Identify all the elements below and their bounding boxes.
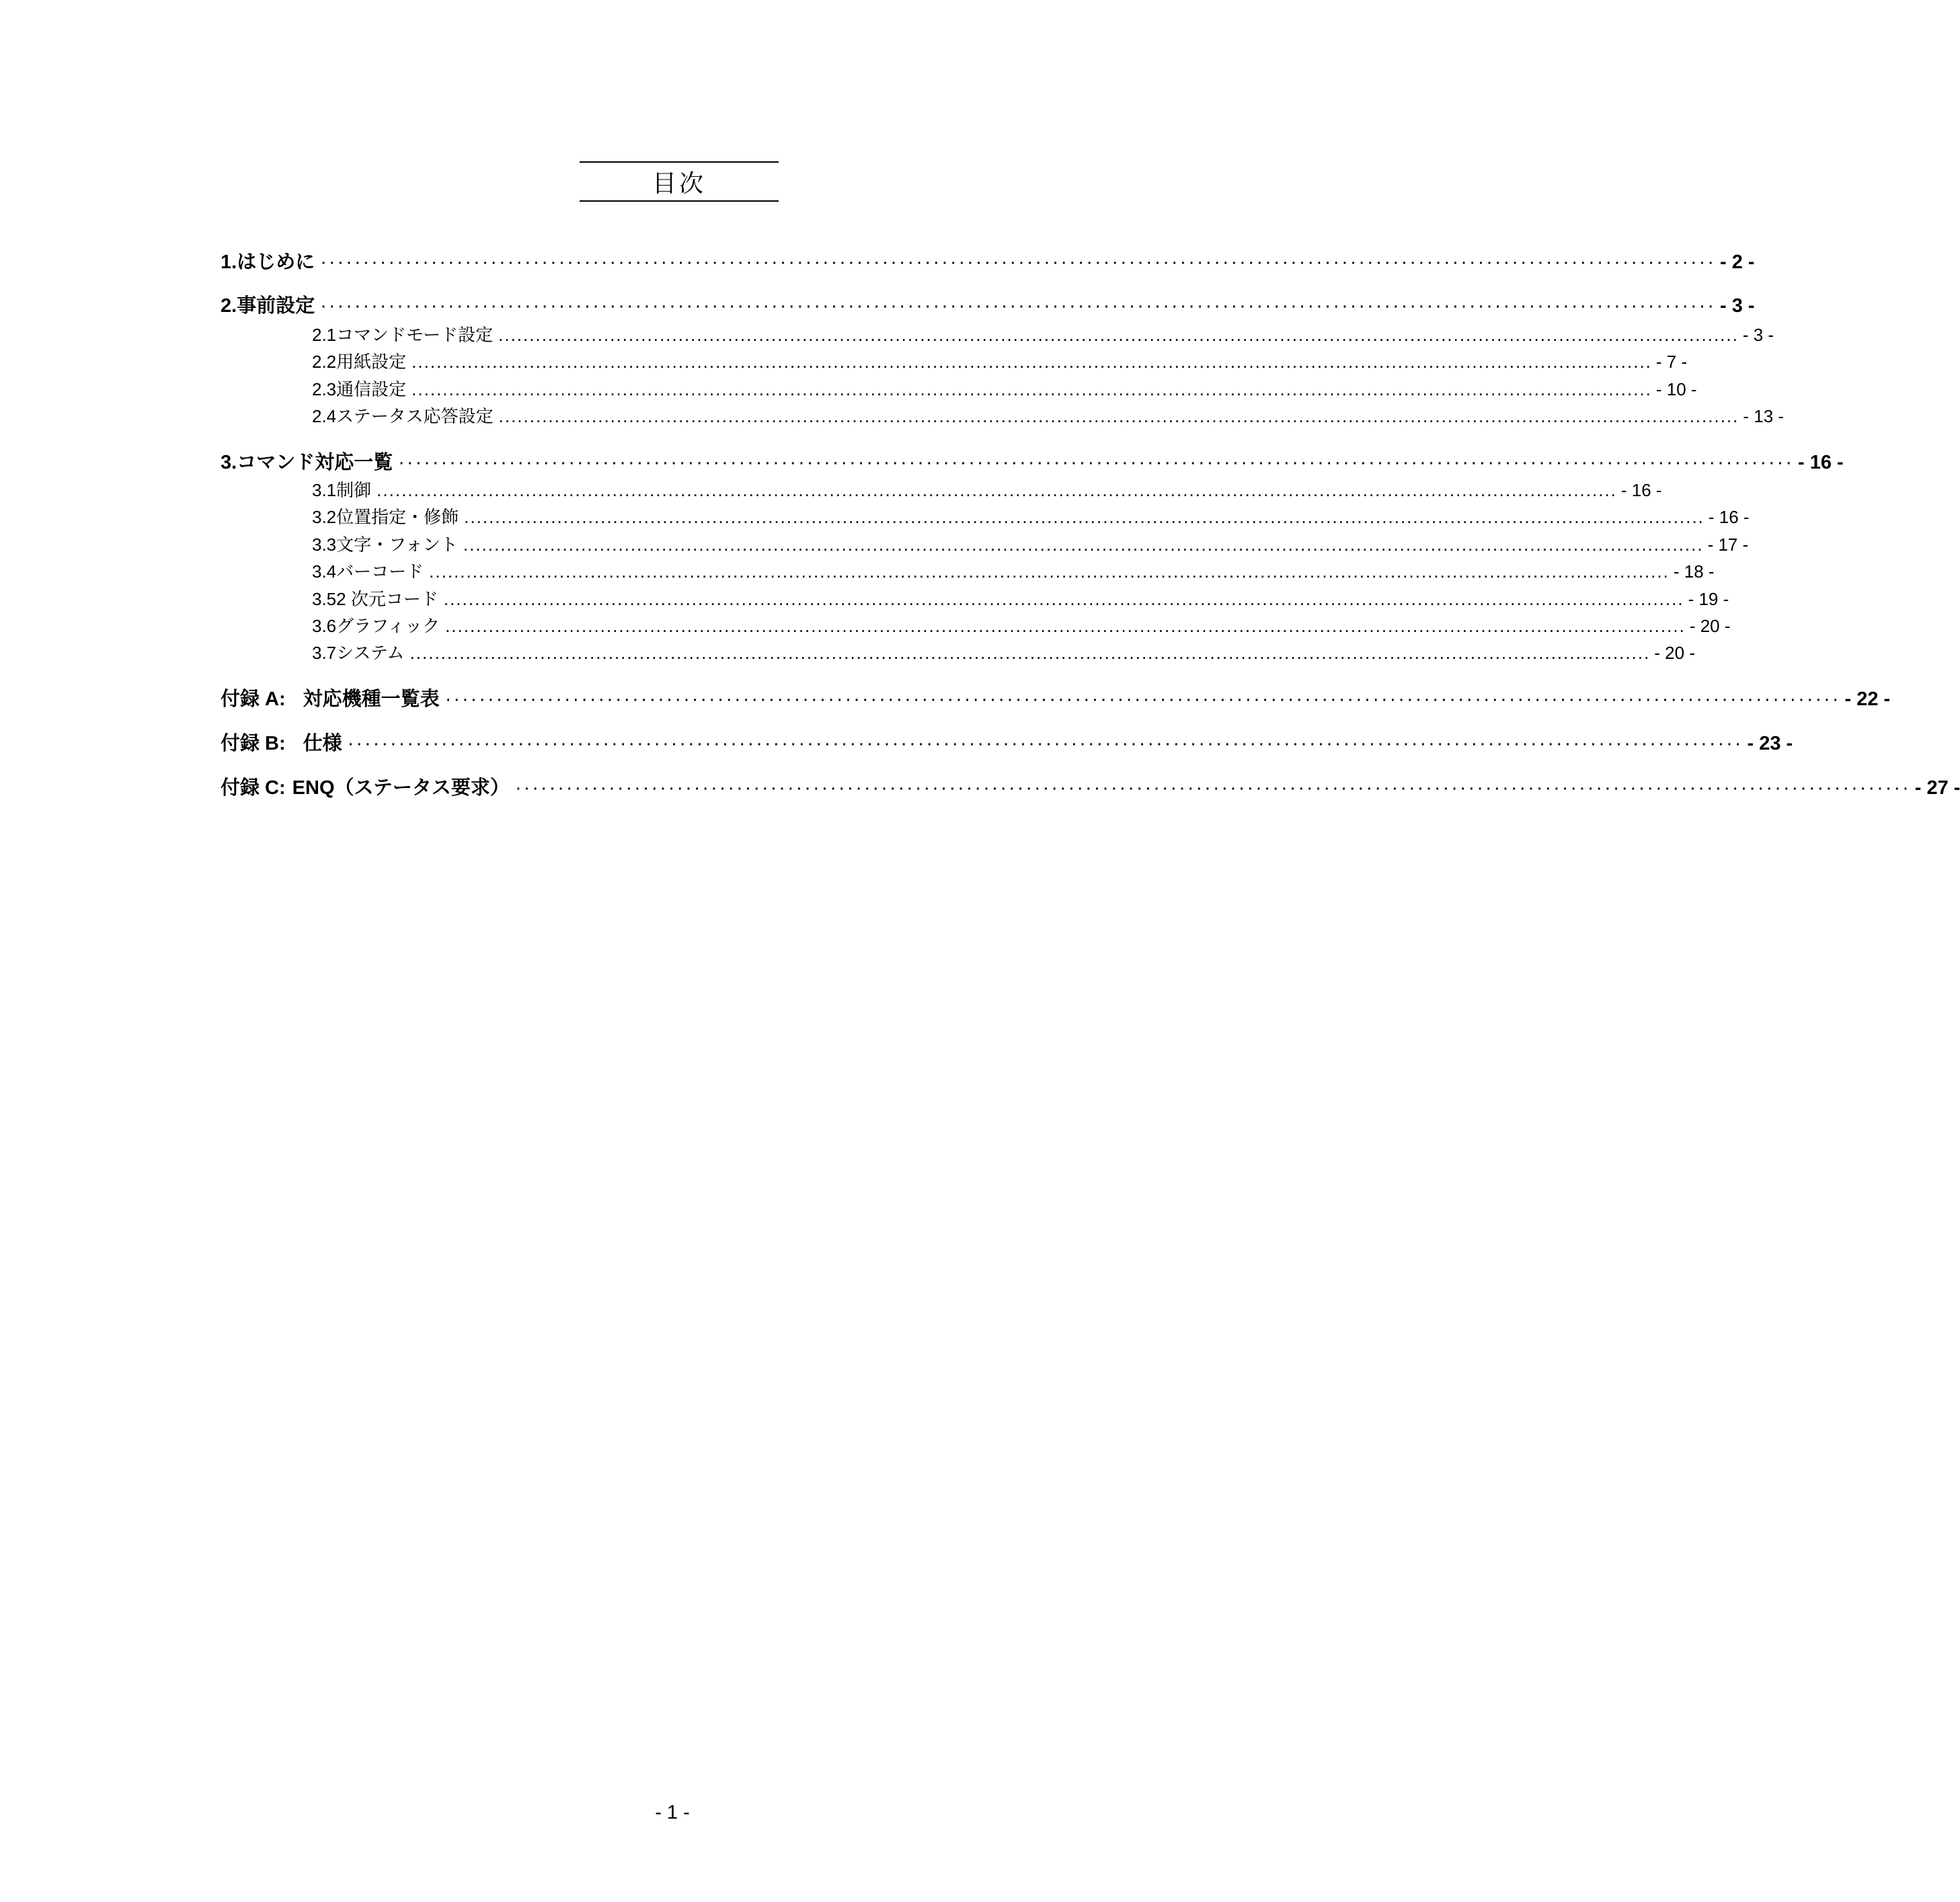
toc-entry-label: ステータス応答設定 [336, 406, 494, 426]
dot-leader: ........................................................................................................................................................................................................ [377, 480, 1617, 500]
toc-entry-number: 1. [221, 251, 237, 273]
toc-entry-label: 通信設定 [336, 379, 407, 399]
toc-entry-number: 3.7 [312, 643, 337, 663]
toc-entry-page: - 10 - [1655, 379, 1697, 399]
toc-entry-label: 文字・フォント [336, 534, 458, 555]
toc-subentry[interactable] [221, 504, 1750, 528]
toc-entry-number: 2. [221, 295, 237, 317]
toc-entry-number: 2.4 [312, 406, 337, 426]
toc-entry-label: システム [336, 643, 405, 663]
toc-subentry[interactable] [221, 612, 1731, 637]
toc-entry[interactable] [221, 728, 1793, 754]
dot-leader: ···································································································································································· [444, 688, 1841, 710]
toc-subentry[interactable] [221, 639, 1695, 664]
toc-entry-number: 3.5 [312, 589, 337, 609]
toc-subentry[interactable] [221, 376, 1697, 400]
dot-leader: ···································································································································································· [398, 452, 1794, 473]
toc-entry-label: 仕様 [303, 733, 342, 754]
toc-entry-number: 3. [221, 452, 237, 473]
toc-entry-number: 付録 C: [221, 777, 286, 799]
toc-entry-number: 3.2 [312, 507, 337, 527]
toc-entry-page: - 13 - [1743, 406, 1785, 426]
dot-leader: ........................................................................................................................................................................................................ [445, 616, 1686, 636]
dot-leader: ···································································································································································· [320, 251, 1716, 273]
toc-entry-page: - 7 - [1655, 352, 1688, 372]
toc-entry-label: 事前設定 [237, 295, 315, 317]
toc-subentry[interactable] [221, 586, 1729, 610]
dot-leader: ........................................................................................................................................................................................................ [498, 325, 1739, 345]
toc-entry-label: 用紙設定 [336, 352, 407, 372]
toc-entry-page: - 18 - [1673, 561, 1715, 582]
toc-entry-label: 2 次元コード [336, 589, 438, 609]
dot-leader: ........................................................................................................................................................................................................ [464, 507, 1704, 527]
toc-subentry[interactable] [221, 558, 1715, 582]
dot-leader: ........................................................................................................................................................................................................ [429, 561, 1670, 582]
toc-entry-page: - 19 - [1688, 589, 1729, 609]
toc-subentry[interactable] [221, 531, 1749, 555]
toc-subentry[interactable] [221, 477, 1662, 501]
toc-entry-page: - 16 - [1708, 507, 1750, 527]
dot-leader: ........................................................................................................................................................................................................ [498, 406, 1739, 426]
toc-entry[interactable] [221, 772, 1960, 799]
toc-entry-number: 3.3 [312, 534, 337, 555]
toc-entry-page: - 20 - [1689, 616, 1731, 636]
toc-entry-page: - 16 - [1620, 480, 1662, 500]
page-number: - 1 - [655, 1802, 690, 1823]
dot-leader: ........................................................................................................................................................................................................ [443, 589, 1684, 609]
toc-entry-number: 付録 B: [221, 733, 286, 754]
toc-entry-label: ENQ（ステータス要求） [292, 777, 510, 799]
toc-entry-page: - 23 - [1747, 733, 1793, 754]
toc-entry-number: 付録 A: [221, 688, 286, 710]
toc-entry-number: 2.1 [312, 325, 337, 345]
toc-subentry[interactable] [221, 403, 1785, 427]
toc-entry-page: - 3 - [1742, 325, 1774, 345]
dot-leader: ···································································································································································· [514, 777, 1911, 799]
toc-entry-number: 2.3 [312, 379, 337, 399]
toc-entry-label: グラフィック [336, 616, 440, 636]
toc-title: 目次 [580, 161, 779, 202]
toc-entry-page: - 20 - [1654, 643, 1695, 663]
toc-entry[interactable] [221, 290, 1755, 317]
dot-leader: ........................................................................................................................................................................................................ [463, 534, 1704, 555]
toc-entry-page: - 17 - [1707, 534, 1749, 555]
toc-entry-number: 3.4 [312, 561, 337, 582]
toc-entry-number: 2.2 [312, 352, 337, 372]
toc-entry-page: - 3 - [1720, 295, 1755, 317]
dot-leader: ........................................................................................................................................................................................................ [411, 379, 1652, 399]
toc-subentry[interactable] [221, 321, 1774, 346]
toc-entry-page: - 22 - [1844, 688, 1891, 710]
toc-entry-number: 3.1 [312, 480, 337, 500]
toc-entry-label: コマンドモード設定 [336, 325, 494, 345]
dot-leader: ···································································································································································· [347, 733, 1743, 754]
toc-entry-page: - 27 - [1914, 777, 1960, 799]
toc-entry-label: 位置指定・修飾 [336, 507, 459, 527]
toc-entry-page: - 2 - [1720, 251, 1755, 273]
toc-entry-page: - 16 - [1798, 452, 1844, 473]
dot-leader: ···································································································································································· [320, 295, 1716, 317]
toc-entry[interactable] [221, 684, 1891, 710]
dot-leader: ........................................................................................................................................................................................................ [411, 352, 1652, 372]
toc-subentry[interactable] [221, 348, 1688, 372]
toc-entry-label: コマンド対応一覧 [237, 452, 393, 473]
toc-entry-label: はじめに [237, 251, 315, 273]
toc-entry-label: バーコード [336, 561, 424, 582]
toc-entry-label: 対応機種一覧表 [303, 688, 440, 710]
toc-entry-number: 3.6 [312, 616, 337, 636]
toc-entry-label: 制御 [336, 480, 372, 500]
dot-leader: ........................................................................................................................................................................................................ [409, 643, 1651, 663]
toc-entry[interactable] [221, 247, 1755, 273]
toc-entry[interactable] [221, 447, 1844, 473]
